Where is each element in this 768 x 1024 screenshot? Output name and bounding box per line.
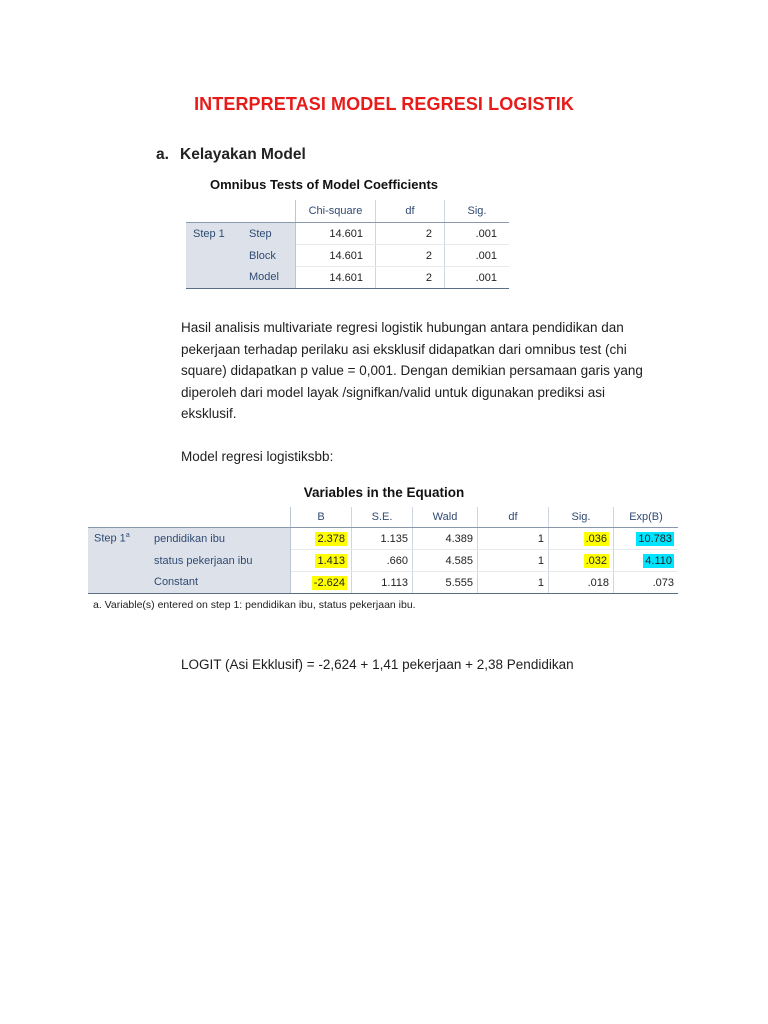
section-letter: a.	[156, 146, 169, 163]
b-value: 2.378	[291, 528, 352, 550]
section-label: Kelayakan Model	[180, 146, 306, 163]
step-label: Step 1	[186, 223, 239, 245]
sig-value: .036	[549, 528, 614, 550]
se-value: 1.135	[352, 528, 413, 550]
omnibus-table	[186, 200, 509, 289]
step-superscript: a	[125, 532, 130, 540]
variables-table-title: Variables in the Equation	[303, 485, 465, 500]
row-label: status pekerjaan ibu	[146, 550, 291, 572]
row-label: Constant	[146, 572, 291, 594]
row-label: Model	[239, 267, 296, 289]
df-value: 2	[376, 223, 445, 245]
header-expb: Exp(B)	[614, 507, 679, 528]
df-value: 1	[478, 550, 549, 572]
header-sig: Sig.	[445, 200, 510, 223]
step-label: Step 1$^a$	[88, 528, 146, 550]
table-row	[88, 572, 678, 594]
sig-value: .001	[445, 267, 510, 289]
header-blank	[88, 507, 146, 528]
row-label: Block	[239, 245, 296, 267]
logit-equation: LOGIT (Asi Ekklusif) = -2,624 + 1,41 pekerjaan + 2,38 Pendidikan	[181, 657, 574, 672]
sig-value: .018	[549, 572, 614, 594]
wald-value: 5.555	[413, 572, 478, 594]
b-value: 1.413	[291, 550, 352, 572]
table-row	[186, 245, 509, 267]
model-text: Model regresi logistiksbb:	[181, 449, 334, 464]
se-value: .660	[352, 550, 413, 572]
sig-value: .032	[549, 550, 614, 572]
df-value: 1	[478, 572, 549, 594]
df-value: 1	[478, 528, 549, 550]
chi-square-value: 14.601	[296, 267, 376, 289]
sig-value: .001	[445, 223, 510, 245]
header-wald: Wald	[413, 507, 478, 528]
table-footnote: a. Variable(s) entered on step 1: pendidikan ibu, status pekerjaan ibu.	[93, 599, 416, 611]
df-value: 2	[376, 245, 445, 267]
page-title: INTERPRETASI MODEL REGRESI LOGISTIK	[194, 94, 574, 114]
table-row	[88, 528, 678, 550]
header-chi-square: Chi-square	[296, 200, 376, 223]
table-row	[186, 223, 509, 245]
table-row	[88, 550, 678, 572]
header-sig: Sig.	[549, 507, 614, 528]
wald-value: 4.585	[413, 550, 478, 572]
header-df: df	[478, 507, 549, 528]
row-label: pendidikan ibu	[146, 528, 291, 550]
chi-square-value: 14.601	[296, 223, 376, 245]
table-row	[186, 267, 509, 289]
header-blank	[186, 200, 239, 223]
wald-value: 4.389	[413, 528, 478, 550]
b-value: -2.624	[291, 572, 352, 594]
header-blank	[239, 200, 296, 223]
chi-square-value: 14.601	[296, 245, 376, 267]
expb-value: 4.110	[614, 550, 679, 572]
expb-value: .073	[614, 572, 679, 594]
expb-value: 10.783	[614, 528, 679, 550]
sig-value: .001	[445, 245, 510, 267]
omnibus-table-title: Omnibus Tests of Model Coefficients	[210, 177, 439, 192]
header-blank	[146, 507, 291, 528]
header-b: B	[291, 507, 352, 528]
variables-table	[88, 507, 678, 594]
df-value: 2	[376, 267, 445, 289]
section-heading	[156, 146, 306, 164]
se-value: 1.113	[352, 572, 413, 594]
row-label: Step	[239, 223, 296, 245]
analysis-paragraph: Hasil analisis multivariate regresi logistik hubungan antara pendidikan dan pekerjaan terhadap perilaku asi eksklusif didapatkan dari omnibus test (chi square) didapatkan p value = 0,001. Dengan demikian persamaan garis yang diperoleh dari model layak /signifkan/valid untuk digunakan prediksi asi eksklusif.	[181, 320, 643, 422]
header-se: S.E.	[352, 507, 413, 528]
header-df: df	[376, 200, 445, 223]
